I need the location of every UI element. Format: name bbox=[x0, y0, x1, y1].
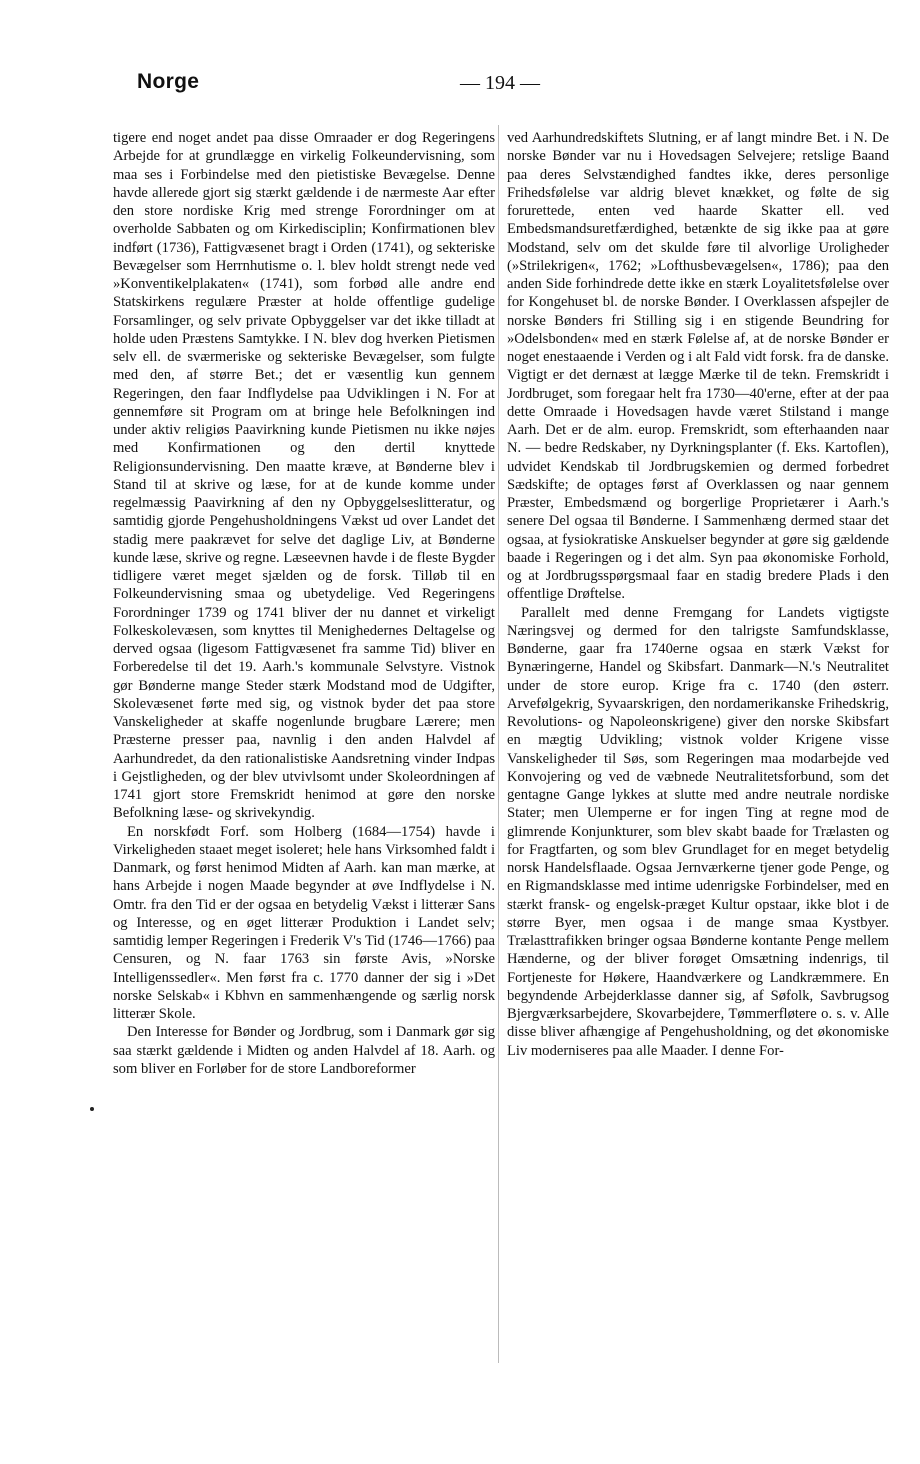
page-header bbox=[0, 70, 920, 104]
page-number: — 194 — bbox=[460, 72, 540, 94]
margin-mark bbox=[90, 1107, 94, 1111]
paragraph: tigere end noget andet paa disse Omraader er dog Regeringens Arbejde for at grundlægge en virkelig Folkeundervisning, som maa ses i Forbindelse med den pietistiske Bevægelse. Denne havde allerede gjort sig stærkt gældende i de nærmeste Aar efter den store nordiske Krig med strenge Forordninger om at overholde Sabbaten og om Kirkedisciplin; Konfirmationen blev indført (1736), Fattigvæsenet bragt i Orden (1741), og sekteriske Bevægelser som Herrnhutisme o. l. blev holdt strengt nede ved »Konventikelplakaten« (1741), som forbød alle andre end Statskirkens regulære Præster at holde offentlige gudelige Forsamlinger, og selv private Opbyggelser var det ikke tilladt at holde uden Præstens Samtykke. I N. blev dog hverken Pietismen selv ell. de sværmeriske og sekteriske Bevægelser, som fulgte med den, af større Bet.; det er væsentlig kun gennem Regeringen, den faar Indflydelse paa Udviklingen i N. For at gennemføre sit Program om at bringe hele Befolkningen ind under aktiv religiøs Paavirkning kunde Pietismen nu ikke nøjes med Konfirmationen og den dertil knyttede Religionsundervisning. Den maatte kræve, at Bønderne blev i Stand til at skrive og læse, for at de kunde komme under regelmæssig Paavirkning af den ny Opbyggelseslitteratur, og samtidig gjorde Pengehusholdningens Vækst ud over Landet det stadig mere paakrævet for selve det daglige Liv, at Bønderne kunde læse, skrive og regne. Læseevnen havde i de fleste Bygder tidligere været meget sjælden og de forsk. Tilløb til en Folkeundervisning smaa og ubetydelige. Ved Regeringens Forordninger 1739 og 1741 bliver der nu dannet et virkeligt Folkeskolevæsen, som knyttes til Menighedernes Deltagelse og derved ogsaa (ligesom Fattigvæsenet fra samme Tid) bliver en Forberedelse til det 19. Aarh.'s kommunale Selvstyre. Vistnok gør Bønderne mange Steder stærk Modstand mod de Udgifter, Skolevæsenet førte med sig, og vistnok byder det paa store Vanskeligheder at skaffe nogenlunde brugbare Lærere; men Præsterne presser paa, navnlig i den anden Halvdel af Aarhundredet, da den rationalistiske Aandsretning vinder Indpas i Gejstligheden, og der blev utvivlsomt under Skoleordningen af 1741 gjort store Fremskridt henimod at gøre den norske Befolkning læse- og skrivekyndig. bbox=[113, 130, 495, 822]
paragraph: ved Aarhundredskiftets Slutning, er af langt mindre Bet. i N. De norske Bønder var nu i Hovedsagen Selvejere; retslige Baand paa deres Selvstændighed fandtes ikke, deres personlige Frihedsfølelse var aldrig blevet knækket, og følte de sig forurettede, enten ved haarde Skatter ell. ved Embedsmandsuretfærdighed, betænkte de sig ikke paa at gøre Modstand, selv om det skulde føre til alvorlige Uroligheder (»Strilekrigen«, 1762; »Lofthusbevægelsen«, 1786); paa den anden Side forhindrede dette ikke en stærk Loyalitetsfølelse over for Kongehuset bl. de norske Bønder. I Overklassen afspejler de norske Bønders fri Stilling sig i en stigende Beundring for »Odelsbonden« med en stærk Følelse af, at de norske Bønder er noget enestaaende i Verden og i alt Fald vidt forsk. fra de danske. Vigtigt er det dernæst at lægge Mærke til de tekn. Fremskridt i Jordbruget, som foregaar helt fra 1730—40'erne, efter at der paa dette Omraade i Hovedsagen havde været Stilstand i mange Aarh. Det er de alm. europ. Fremskridt, som efterhaanden naar N. — bedre Redskaber, ny Dyrkningsplanter (f. Eks. Kartoflen), udvidet Kendskab til Jordbrugskemien og dermed forbedret Sædskifte; de optages først af Overklassen og naar gennem Præster, Embedsmænd og borgerlige Proprietærer i Aarh.'s senere Del ogsaa til Bønderne. I Sammenhæng dermed staar det ogsaa, at fysiokratiske Anskuelser begynder at gøre sig gældende baade i Regeringen og i det alm. Syn paa økonomiske Forhold, og at Jordbrugsspørgsmaal faar en stadig bredere Plads i den offentlige Drøftelse. bbox=[507, 130, 889, 603]
column-divider bbox=[498, 125, 499, 1363]
right-column bbox=[507, 129, 889, 1060]
paragraph: Parallelt med denne Fremgang for Landets vigtigste Næringsvej og dermed for den talrigste Samfundsklasse, Bønderne, gaar fra 1740erne ogsaa en stærk Vækst for Bynæringerne, Handel og Skibsfart. Danmark—N.'s Neutralitet under de store europ. Krige fra c. 1740 (den østerr. Arvefølgekrig, Syvaarskrigen, den nordamerikanske Frihedskrig, Revolutions- og Napoleonskrigene) giver den norske Skibsfart en mægtig Udvikling; vistnok volder Krigene visse Vanskeligheder til Søs, som Regeringen maa modarbejde ved Konvojering og ved de væbnede Neutralitetsforbund, som det gentagne Gange lykkes at slutte med andre neutrale nordiske Stater; men Ulemperne er for ingen Ting at regne mod de glimrende Konjunkturer, som blev skabt baade for Trælasten og for Fragtfarten, og som blev Grundlaget for en meget betydelig norsk Handelsflaade. Ogsaa Jernværkerne tjener gode Penge, og en Rigmandsklasse med intime udenrigske Forbindelser, med en stærkt fransk- og engelsk-præget Kultur opstaar, ikke blot i de større Byer, men ogsaa i de mange smaa Kystbyer. Trælasttrafikken bringer ogsaa Bønderne kontante Penge mellem Hænderne, og der bliver forøget Omsætning indenrigs, til Fortjeneste for Høkere, Haandværkere og Landkræmmere. En begyndende Arbejderklasse danner sig, af Søfolk, Savbrugsog Bjergværksarbejdere, Skovarbejdere, Tømmerfløtere o. s. v. Alle disse bliver afhængige af Pengehusholdning, og det økonomiske Liv moderniseres paa alle Maader. I denne For- bbox=[507, 604, 889, 1059]
left-column bbox=[113, 129, 495, 1078]
paragraph: Den Interesse for Bønder og Jordbrug, som i Danmark gør sig saa stærkt gældende i Midten og anden Halvdel af 18. Aarh. og som bliver en Forløber for de store Landboreformer bbox=[113, 1024, 495, 1077]
paragraph: En norskfødt Forf. som Holberg (1684—1754) havde i Virkeligheden staaet meget isoleret; hele hans Virksomhed faldt i Danmark, og først henimod Midten af Aarh. kan man mærke, at hans Arbejde i nogen Maade begynder at øve Indflydelse i N. Omtr. fra den Tid er der ogsaa en betydelig Vækst i litterær Sans og Interesse, og en øget litterær Produktion i Landet selv; samtidig lemper Regeringen i Frederik V's Tid (1746—1766) paa Censuren, og N. faar 1763 sin første Avis, »Norske Intelligenssedler«. Men først fra c. 1770 danner der sig i »Det norske Selskab« i Kbhvn en sammenhængende og særlig norsk litterær Skole. bbox=[113, 823, 495, 1022]
running-head-title: Norge bbox=[137, 70, 200, 93]
